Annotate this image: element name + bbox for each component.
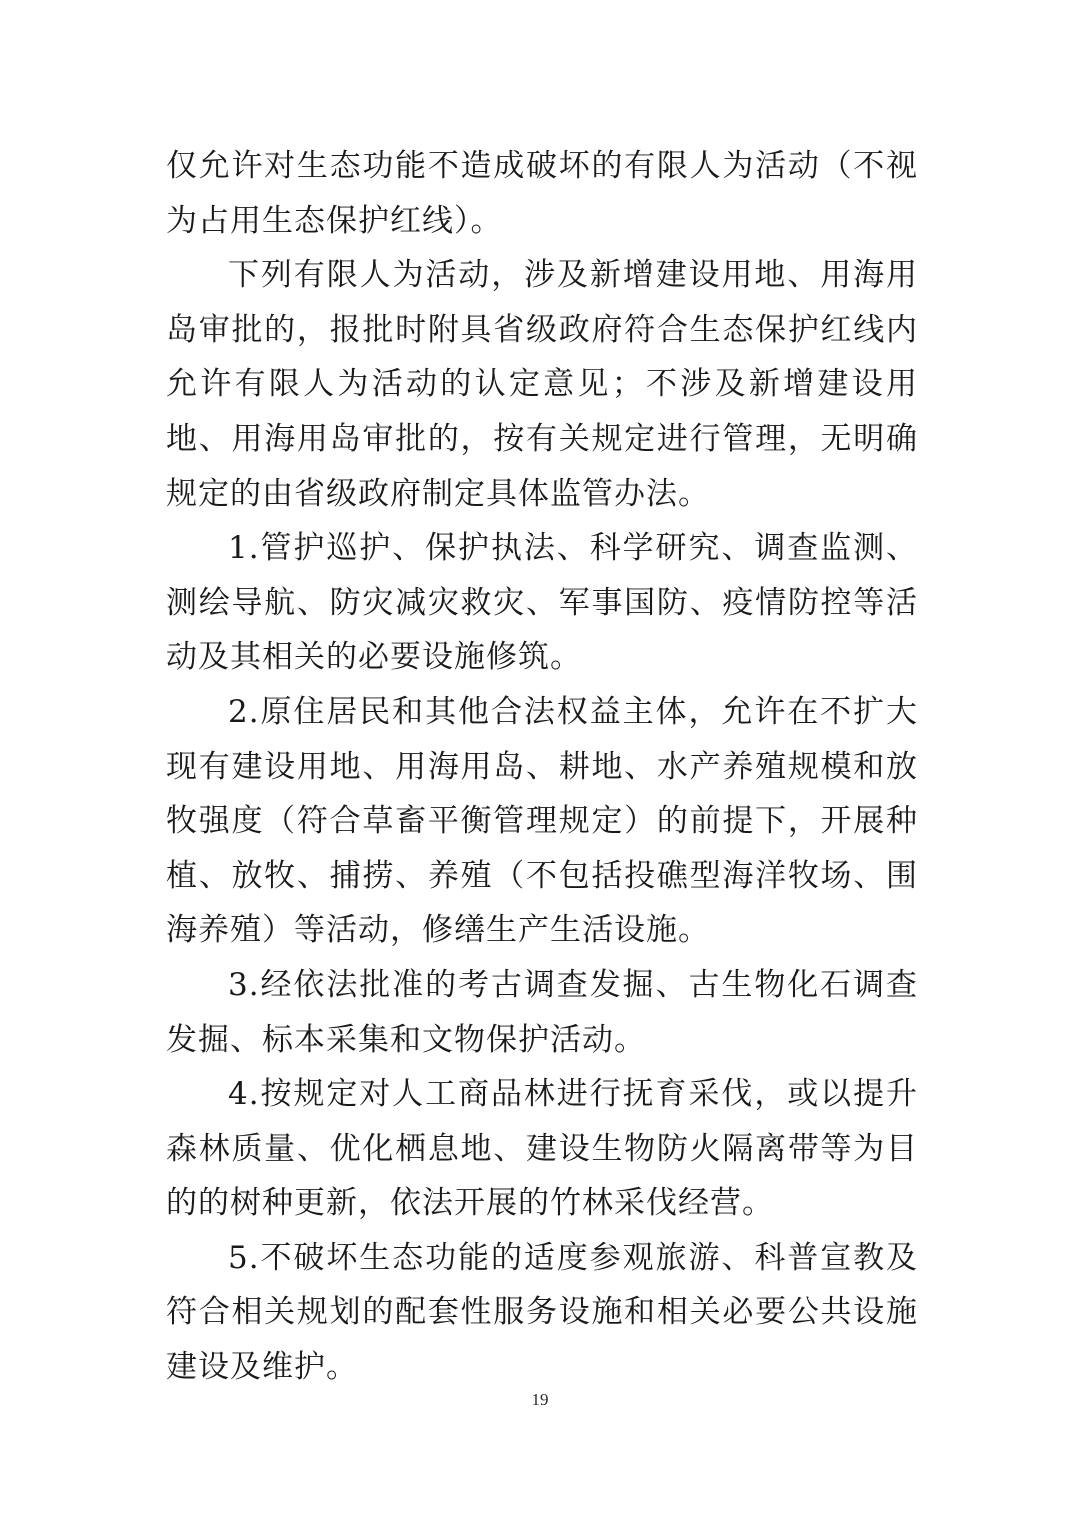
list-item-2: 2.原住居民和其他合法权益主体，允许在不扩大现有建设用地、用海用岛、耕地、水产养殖规模和放牧强度（符合草畜平衡管理规定）的前提下，开展种植、放牧、捕捞、养殖（不包括投礁型海洋牧场、围海养殖）等活动，修缮生产生活设施。 [166,693,918,949]
list-item-3: 3.经依法批准的考古调查发掘、古生物化石调查发掘、标本采集和文物保护活动。 [166,966,918,1058]
paragraph-intro: 下列有限人为活动，涉及新增建设用地、用海用岛审批的，报批时附具省级政府符合生态保护红线内允许有限人为活动的认定意见；不涉及新增建设用地、用海用岛审批的，按有关规定进行管理，无明确规定的由省级政府制定具体监管办法。 [166,257,918,512]
list-item-5: 5.不破坏生态功能的适度参观旅游、科普宣教及符合相关规划的配套性服务设施和相关必要公共设施建设及维护。 [166,1239,918,1386]
page-number: 19 [531,1390,549,1409]
list-item-4: 4.按规定对人工商品林进行抚育采伐，或以提升森林质量、优化栖息地、建设生物防火隔离带等为目的的树种更新，依法开展的竹林采伐经营。 [166,1076,918,1222]
list-item-1: 1.管护巡护、保护执法、科学研究、调查监测、测绘导航、防灾减灾救灾、军事国防、疫情防控等活动及其相关的必要设施修筑。 [166,530,918,676]
page-body [166,139,918,1395]
paragraph-continuation: 仅允许对生态功能不造成破坏的有限人为活动（不视为占用生态保护红线）。 [166,148,918,239]
